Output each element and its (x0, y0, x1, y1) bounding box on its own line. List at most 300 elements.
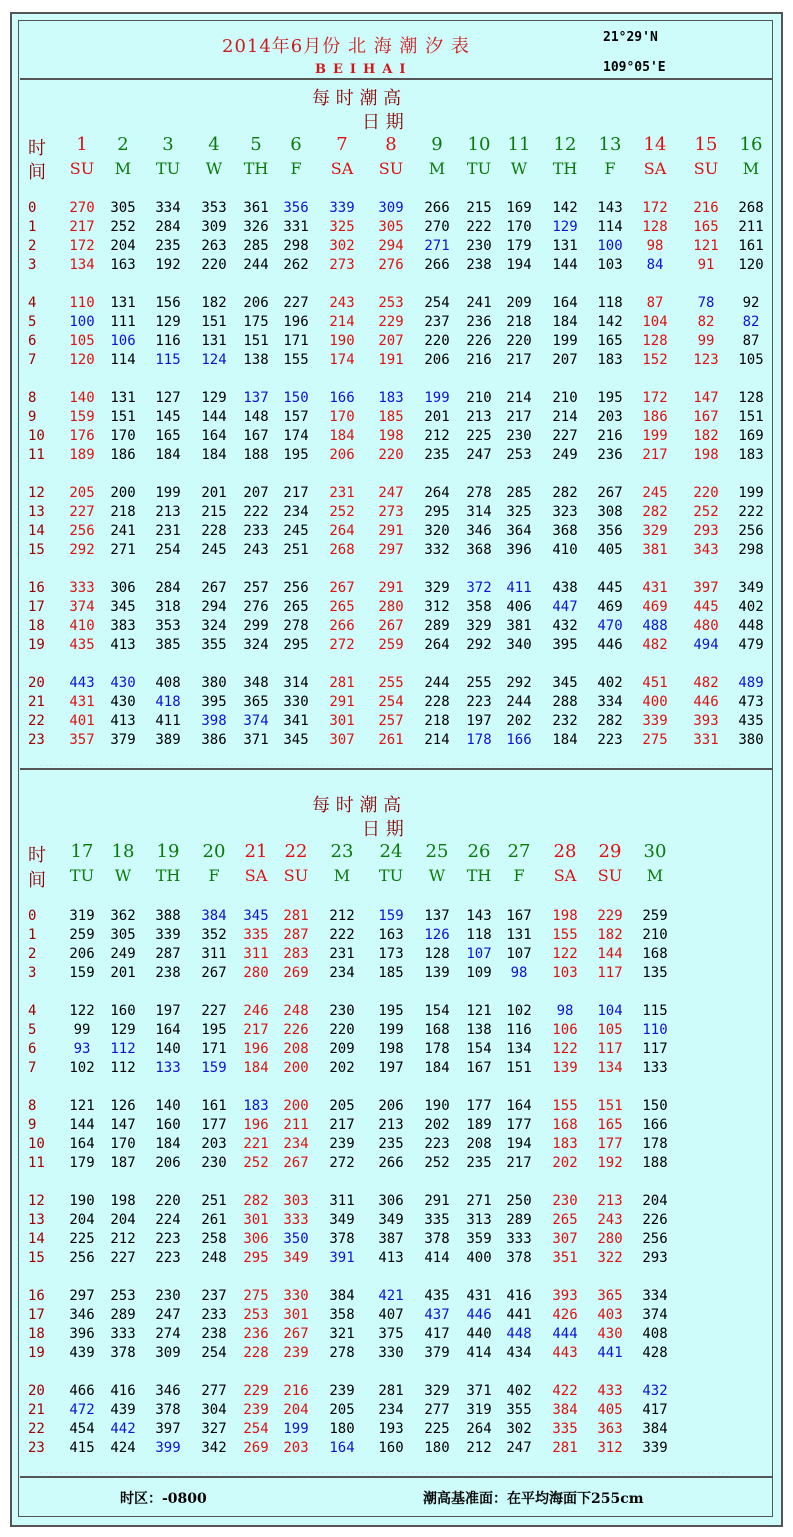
tide-height: 121 (693, 238, 719, 254)
tide-height: 183 (243, 1098, 269, 1114)
tide-height: 151 (738, 409, 764, 425)
tide-height: 151 (110, 409, 136, 425)
tide-height: 236 (466, 314, 492, 330)
tide-height: 262 (283, 257, 309, 273)
tide-height: 397 (155, 1421, 181, 1437)
tide-height: 334 (155, 200, 181, 216)
tide-height: 168 (552, 1117, 578, 1133)
tide-height: 278 (283, 618, 309, 634)
weekday: M (646, 866, 664, 885)
hour-label: 2 (28, 238, 37, 254)
weekday: SU (693, 159, 719, 178)
tide-height: 238 (201, 1326, 227, 1342)
tide-height: 121 (69, 1098, 95, 1114)
hour-label: 18 (28, 618, 45, 634)
day-number: 4 (208, 134, 220, 155)
tide-height: 234 (283, 1136, 309, 1152)
tide-height: 291 (378, 580, 404, 596)
tide-height: 193 (378, 1421, 404, 1437)
tide-height: 364 (506, 523, 532, 539)
day-number: 18 (111, 841, 135, 862)
tide-height: 204 (69, 1212, 95, 1228)
tide-height: 333 (506, 1231, 532, 1247)
tide-height: 254 (378, 694, 404, 710)
tide-height: 225 (69, 1231, 95, 1247)
tide-height: 267 (283, 1155, 309, 1171)
tide-height: 140 (155, 1098, 181, 1114)
weekday: M (333, 866, 351, 885)
footer-divider (20, 1476, 772, 1478)
tide-height: 178 (466, 732, 492, 748)
tide-height: 202 (506, 713, 532, 729)
tide-height: 441 (506, 1307, 532, 1323)
tide-height: 212 (424, 428, 450, 444)
tide-height: 247 (506, 1440, 532, 1456)
tide-height: 183 (738, 447, 764, 463)
tide-height: 218 (110, 504, 136, 520)
tide-height: 237 (424, 314, 450, 330)
tide-height: 174 (329, 352, 355, 368)
tide-height: 254 (201, 1345, 227, 1361)
tide-height: 218 (506, 314, 532, 330)
tide-height: 177 (466, 1098, 492, 1114)
tide-height: 325 (329, 219, 355, 235)
tide-height: 269 (243, 1440, 269, 1456)
tide-height: 267 (329, 580, 355, 596)
tide-height: 209 (506, 295, 532, 311)
tide-height: 256 (69, 523, 95, 539)
tide-height: 358 (329, 1307, 355, 1323)
tide-height: 164 (552, 295, 578, 311)
tide-height: 470 (597, 618, 623, 634)
weekday: F (513, 866, 525, 885)
hour-label: 4 (28, 295, 37, 311)
tide-height: 210 (552, 390, 578, 406)
tide-height: 331 (693, 732, 719, 748)
tide-height: 213 (378, 1117, 404, 1133)
tide-height: 167 (466, 1060, 492, 1076)
tide-height: 127 (155, 390, 181, 406)
hour-label: 21 (28, 1402, 45, 1418)
tide-height: 446 (693, 694, 719, 710)
tide-height: 102 (69, 1060, 95, 1076)
tide-height: 217 (506, 409, 532, 425)
tide-height: 267 (201, 965, 227, 981)
tide-height: 236 (597, 447, 623, 463)
day-number: 21 (244, 841, 268, 862)
tide-height: 235 (155, 238, 181, 254)
tide-height: 173 (378, 946, 404, 962)
tide-height: 144 (201, 409, 227, 425)
tide-height: 306 (378, 1193, 404, 1209)
hour-label: 1 (28, 927, 37, 943)
tide-height: 226 (283, 1022, 309, 1038)
tide-height: 283 (283, 946, 309, 962)
weekday: TH (552, 159, 578, 178)
hour-label: 3 (28, 965, 37, 981)
tide-height: 365 (243, 694, 269, 710)
tide-height: 183 (597, 352, 623, 368)
tide-height: 144 (597, 946, 623, 962)
weekday: W (114, 866, 132, 885)
tide-height: 233 (243, 523, 269, 539)
row-label-bottom-2: 间 (28, 870, 46, 891)
tide-height: 270 (424, 219, 450, 235)
tide-height: 252 (693, 504, 719, 520)
tide-height: 384 (552, 1402, 578, 1418)
tide-height: 350 (283, 1231, 309, 1247)
tide-height: 417 (642, 1402, 668, 1418)
tide-height: 139 (552, 1060, 578, 1076)
tide-height: 178 (642, 1136, 668, 1152)
tide-height: 251 (283, 542, 309, 558)
tide-height: 311 (201, 946, 227, 962)
tide-height: 220 (693, 485, 719, 501)
tide-height: 287 (155, 946, 181, 962)
hour-label: 17 (28, 1307, 45, 1323)
day-number: 28 (553, 841, 577, 862)
tide-height: 206 (329, 447, 355, 463)
tide-height: 184 (155, 1136, 181, 1152)
tide-height: 167 (243, 428, 269, 444)
tide-height: 292 (466, 637, 492, 653)
tide-height: 334 (642, 1288, 668, 1304)
weekday: M (428, 159, 446, 178)
tide-height: 167 (693, 409, 719, 425)
tide-height: 333 (69, 580, 95, 596)
header-divider (20, 78, 772, 80)
tide-height: 98 (556, 1003, 574, 1019)
tide-height: 303 (283, 1193, 309, 1209)
tide-height: 312 (597, 1440, 623, 1456)
tide-height: 494 (693, 637, 719, 653)
tide-height: 215 (466, 200, 492, 216)
tide-height: 182 (693, 428, 719, 444)
tide-height: 110 (642, 1022, 668, 1038)
tide-height: 302 (329, 238, 355, 254)
tide-height: 134 (69, 257, 95, 273)
weekday: F (604, 159, 616, 178)
tide-height: 363 (597, 1421, 623, 1437)
tide-height: 188 (642, 1155, 668, 1171)
tide-height: 238 (155, 965, 181, 981)
hour-label: 23 (28, 1440, 45, 1456)
tide-height: 333 (283, 1212, 309, 1228)
tide-height: 454 (69, 1421, 95, 1437)
tide-height: 179 (506, 238, 532, 254)
tide-height: 178 (424, 1041, 450, 1057)
tide-height: 353 (155, 618, 181, 634)
tide-height: 352 (201, 927, 227, 943)
tide-height: 281 (378, 1383, 404, 1399)
tide-height: 191 (378, 352, 404, 368)
tide-height: 227 (201, 1003, 227, 1019)
day-number: 10 (467, 134, 491, 155)
tide-height: 381 (642, 542, 668, 558)
tide-height: 445 (597, 580, 623, 596)
tide-height: 331 (283, 219, 309, 235)
tide-height: 204 (283, 1402, 309, 1418)
tide-height: 199 (155, 485, 181, 501)
tide-height: 410 (69, 618, 95, 634)
tide-height: 274 (155, 1326, 181, 1342)
tide-height: 480 (693, 618, 719, 634)
tide-height: 401 (69, 713, 95, 729)
tide-height: 218 (424, 713, 450, 729)
tide-height: 122 (552, 1041, 578, 1057)
tide-height: 82 (742, 314, 760, 330)
tide-height: 210 (466, 390, 492, 406)
tide-height: 446 (597, 637, 623, 653)
tide-height: 207 (552, 352, 578, 368)
tide-height: 214 (329, 314, 355, 330)
tide-height: 170 (110, 428, 136, 444)
tide-height: 247 (466, 447, 492, 463)
tide-height: 346 (69, 1307, 95, 1323)
tide-height: 198 (110, 1193, 136, 1209)
tide-height: 112 (110, 1060, 136, 1076)
tide-height: 230 (201, 1155, 227, 1171)
tide-height: 150 (283, 390, 309, 406)
day-number: 29 (598, 841, 622, 862)
tide-height: 301 (283, 1307, 309, 1323)
hour-label: 22 (28, 713, 45, 729)
tide-height: 87 (646, 295, 664, 311)
row-label-bottom-1: 间 (28, 162, 46, 183)
tide-height: 368 (552, 523, 578, 539)
tide-height: 281 (283, 908, 309, 924)
hour-label: 22 (28, 1421, 45, 1437)
tide-height: 276 (243, 599, 269, 615)
tide-height: 155 (552, 927, 578, 943)
tide-height: 186 (642, 409, 668, 425)
tide-height: 140 (155, 1041, 181, 1057)
tide-height: 180 (424, 1440, 450, 1456)
tide-height: 324 (201, 618, 227, 634)
day-number: 1 (76, 134, 88, 155)
tide-height: 324 (243, 637, 269, 653)
tide-height: 137 (243, 390, 269, 406)
day-number: 24 (379, 841, 403, 862)
tide-height: 194 (506, 257, 532, 273)
tide-height: 159 (69, 965, 95, 981)
tide-height: 444 (552, 1326, 578, 1342)
tide-height: 442 (110, 1421, 136, 1437)
day-number: 23 (330, 841, 354, 862)
tide-height: 378 (329, 1231, 355, 1247)
tide-height: 356 (597, 523, 623, 539)
tide-height: 202 (552, 1155, 578, 1171)
weekday: TH (243, 159, 269, 178)
tide-height: 295 (243, 1250, 269, 1266)
tide-height: 431 (466, 1288, 492, 1304)
tide-height: 326 (243, 219, 269, 235)
tide-height: 129 (110, 1022, 136, 1038)
tide-height: 87 (742, 333, 760, 349)
hour-label: 16 (28, 1288, 45, 1304)
tide-height: 201 (201, 485, 227, 501)
tide-height: 251 (201, 1193, 227, 1209)
tide-height: 122 (69, 1003, 95, 1019)
tide-height: 195 (378, 1003, 404, 1019)
tide-height: 78 (697, 295, 715, 311)
tide-height: 133 (642, 1060, 668, 1076)
tide-height: 156 (155, 295, 181, 311)
tide-height: 180 (329, 1421, 355, 1437)
tide-height: 349 (378, 1212, 404, 1228)
tide-height: 159 (69, 409, 95, 425)
tide-height: 335 (552, 1421, 578, 1437)
tide-height: 220 (329, 1022, 355, 1038)
tide-height: 177 (597, 1136, 623, 1152)
tide-height: 228 (424, 694, 450, 710)
day-number: 19 (156, 841, 180, 862)
tide-height: 417 (424, 1326, 450, 1342)
tide-height: 214 (506, 390, 532, 406)
tide-height: 199 (283, 1421, 309, 1437)
tide-height: 128 (642, 333, 668, 349)
day-number: 20 (202, 841, 226, 862)
tide-height: 254 (424, 295, 450, 311)
hour-label: 19 (28, 1345, 45, 1361)
tide-height: 266 (424, 257, 450, 273)
hour-label: 8 (28, 1098, 37, 1114)
tide-height: 259 (642, 908, 668, 924)
tide-height: 482 (642, 637, 668, 653)
tide-height: 172 (69, 238, 95, 254)
tide-height: 143 (597, 200, 623, 216)
tide-height: 253 (378, 295, 404, 311)
tide-height: 214 (552, 409, 578, 425)
tide-height: 272 (329, 1155, 355, 1171)
tide-height: 92 (742, 295, 760, 311)
tide-height: 223 (424, 1136, 450, 1152)
tide-height: 172 (642, 200, 668, 216)
tide-height: 301 (329, 713, 355, 729)
tide-height: 222 (466, 219, 492, 235)
tide-height: 422 (552, 1383, 578, 1399)
tide-height: 184 (424, 1060, 450, 1076)
tide-height: 431 (69, 694, 95, 710)
tide-height: 202 (329, 1060, 355, 1076)
tide-height: 250 (506, 1193, 532, 1209)
station-name: BEIHAI (315, 62, 413, 77)
tide-height: 375 (378, 1326, 404, 1342)
tide-height: 151 (506, 1060, 532, 1076)
tide-height: 126 (110, 1098, 136, 1114)
tide-height: 413 (378, 1250, 404, 1266)
hour-label: 11 (28, 447, 45, 463)
tide-height: 448 (738, 618, 764, 634)
tide-height: 345 (283, 732, 309, 748)
tide-height: 488 (642, 618, 668, 634)
tide-height: 282 (552, 485, 578, 501)
tide-height: 252 (424, 1155, 450, 1171)
tide-height: 123 (693, 352, 719, 368)
hour-label: 6 (28, 333, 37, 349)
tide-height: 473 (738, 694, 764, 710)
tide-height: 206 (155, 1155, 181, 1171)
tide-height: 287 (283, 927, 309, 943)
tide-height: 160 (378, 1440, 404, 1456)
tide-height: 309 (201, 219, 227, 235)
tide-height: 356 (283, 200, 309, 216)
tide-height: 346 (466, 523, 492, 539)
tide-height: 227 (283, 295, 309, 311)
tide-height: 265 (552, 1212, 578, 1228)
day-number: 14 (643, 134, 667, 155)
weekday: SU (283, 866, 309, 885)
tide-height: 195 (597, 390, 623, 406)
tide-height: 105 (597, 1022, 623, 1038)
tide-height: 267 (378, 618, 404, 634)
tide-height: 163 (110, 257, 136, 273)
tide-height: 447 (552, 599, 578, 615)
tide-height: 186 (110, 447, 136, 463)
tide-height: 345 (243, 908, 269, 924)
tide-height: 168 (642, 946, 668, 962)
tide-height: 299 (243, 618, 269, 634)
tide-height: 439 (69, 1345, 95, 1361)
tide-height: 222 (243, 504, 269, 520)
tide-height: 184 (552, 732, 578, 748)
tide-height: 142 (597, 314, 623, 330)
tide-height: 441 (597, 1345, 623, 1361)
tide-height: 223 (155, 1231, 181, 1247)
tide-height: 232 (552, 713, 578, 729)
tide-height: 126 (424, 927, 450, 943)
tide-height: 400 (466, 1250, 492, 1266)
tide-height: 305 (110, 927, 136, 943)
tide-height: 198 (693, 447, 719, 463)
tide-height: 230 (466, 238, 492, 254)
tide-height: 273 (329, 257, 355, 273)
hour-label: 3 (28, 257, 37, 273)
tide-height: 297 (69, 1288, 95, 1304)
tide-height: 217 (243, 1022, 269, 1038)
tide-height: 120 (738, 257, 764, 273)
tide-height: 170 (329, 409, 355, 425)
weekday: TU (155, 159, 181, 178)
tide-height: 103 (552, 965, 578, 981)
tide-height: 298 (738, 542, 764, 558)
tide-height: 400 (642, 694, 668, 710)
tide-height: 115 (155, 352, 181, 368)
section-subheading-1: 日 期 (362, 112, 404, 133)
tide-height: 128 (738, 390, 764, 406)
tide-height: 122 (552, 946, 578, 962)
section-subheading-2: 日 期 (362, 819, 404, 840)
tide-height: 197 (466, 713, 492, 729)
tide-height: 333 (110, 1326, 136, 1342)
tide-height: 469 (642, 599, 668, 615)
tide-height: 321 (329, 1326, 355, 1342)
tide-height: 170 (506, 219, 532, 235)
tide-height: 273 (378, 504, 404, 520)
tide-height: 410 (552, 542, 578, 558)
tide-height: 329 (642, 523, 668, 539)
tide-height: 384 (642, 1421, 668, 1437)
tide-height: 102 (506, 1003, 532, 1019)
tide-height: 305 (378, 219, 404, 235)
tide-height: 424 (110, 1440, 136, 1456)
weekday: SA (553, 866, 577, 885)
tide-height: 100 (69, 314, 95, 330)
row-label-top-2: 时 (28, 845, 46, 866)
weekday: SU (597, 866, 623, 885)
tide-height: 164 (329, 1440, 355, 1456)
tide-height: 388 (155, 908, 181, 924)
